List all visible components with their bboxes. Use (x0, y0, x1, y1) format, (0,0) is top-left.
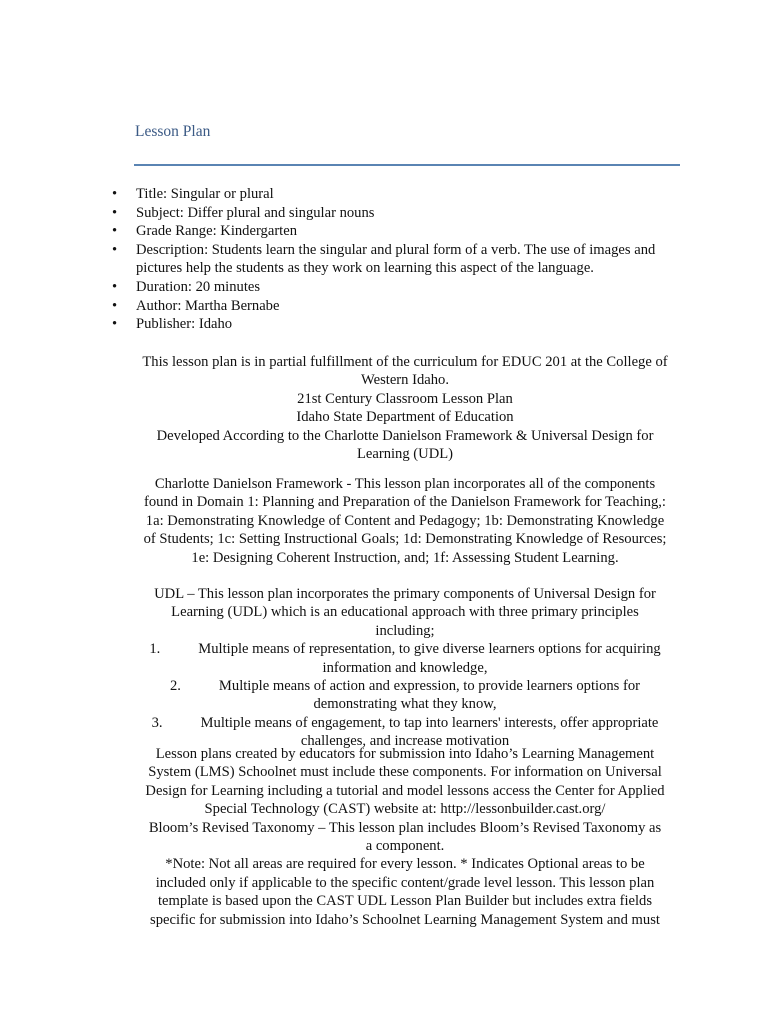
text-line: Idaho State Department of Education (296, 409, 514, 426)
text-line: Bloom’s Revised Taxonomy – This lesson plan includes Bloom’s Revised Taxonomy as (148, 819, 662, 836)
text-line: Grade Range: Kindergarten (136, 223, 298, 240)
list-item (112, 222, 682, 241)
text-line: Lesson plans created by educators for submission into Idaho’s Learning Management (155, 746, 655, 762)
text-line: UDL – This lesson plan incorporates the primary components of Universal Design for (154, 586, 656, 602)
document-heading: Lesson Plan (135, 123, 211, 140)
principle-text: challenges, and increase motivation (300, 733, 510, 750)
list-item (112, 315, 682, 334)
text-line: Publisher: Idaho (136, 316, 233, 333)
text-line: Duration: 20 minutes (136, 278, 261, 295)
text-line: 1e: Designing Coherent Instruction, and; 1f: Assessing Student Learning. (191, 549, 619, 566)
text-line: *Note: Not all areas are required for every lesson. * Indicates Optional areas to be (165, 856, 645, 873)
principle-text: demonstrating what they know, (313, 696, 497, 713)
principle-line (120, 640, 690, 658)
principle-line (120, 714, 690, 732)
principle-line (120, 695, 690, 713)
text-line: Western Idaho. (361, 372, 449, 389)
text-line: System (LMS) Schoolnet must include these components. For information on Universal (148, 764, 662, 781)
text-line: This lesson plan is in partial fulfillment of the curriculum for EDUC 201 at the College of (142, 354, 668, 370)
text-line: Author: Martha Bernabe (136, 297, 280, 314)
principle-text: Multiple means of engagement, to tap into learners' interests, offer appropriate (200, 714, 659, 731)
closing-paragraph (120, 745, 690, 929)
principle-line (120, 677, 690, 695)
text-line: included only if applicable to the specific content/grade level lesson. This lesson plan (155, 874, 655, 891)
lesson-details-list (112, 185, 682, 334)
bullet-icon: • (112, 223, 118, 240)
text-line: Developed According to the Charlotte Danielson Framework & Universal Design for (156, 427, 654, 444)
text-line: Design for Learning including a tutorial and model lessons access the Center for Applied (145, 782, 665, 799)
bullet-icon: • (112, 297, 118, 314)
text-line: Charlotte Danielson Framework - This lesson plan incorporates all of the components (154, 476, 656, 492)
bullet-icon: • (112, 204, 118, 221)
text-line: Learning (UDL) (356, 446, 454, 463)
danielson-paragraph (120, 475, 690, 567)
principle-line (120, 659, 690, 677)
list-item (112, 185, 682, 204)
text-line: of Students; 1c: Setting Instructional Goals; 1d: Demonstrating Knowledge of Resources; (143, 531, 667, 548)
text-line: Learning (UDL) which is an educational approach with three primary principles (171, 604, 639, 621)
list-item (112, 204, 682, 223)
bullet-icon: • (112, 278, 118, 295)
text-line: Title: Singular or plural (136, 186, 274, 202)
text-line: pictures help the students as they work on learning this aspect of the language. (136, 260, 594, 277)
bullet-icon: • (112, 186, 118, 202)
text-line: 1a: Demonstrating Knowledge of Content and Pedagogy; 1b: Demonstrating Knowledge (145, 512, 665, 529)
text-line: 21st Century Classroom Lesson Plan (297, 390, 513, 407)
principle-text: Multiple means of action and expression, to provide learners options for (218, 678, 641, 695)
heading-rule (134, 164, 680, 166)
list-item (112, 297, 682, 316)
list-item (112, 278, 682, 297)
principle-number: 2. (169, 678, 181, 695)
list-item (112, 241, 682, 278)
text-line: found in Domain 1: Planning and Preparation of the Danielson Framework for Teaching,: (144, 494, 666, 511)
principle-text: Multiple means of representation, to give diverse learners options for acquiring (198, 641, 661, 658)
udl-paragraph (120, 585, 690, 751)
text-line: a component. (365, 838, 445, 855)
intro-paragraph (120, 353, 690, 463)
text-line: Special Technology (CAST) website at: http://lessonbuilder.cast.org/ (204, 801, 606, 818)
text-line: specific for submission into Idaho’s Schoolnet Learning Management System and must (150, 911, 660, 928)
text-line: including; (375, 622, 435, 639)
principle-number: 3. (151, 714, 163, 731)
bullet-icon: • (112, 316, 118, 333)
principle-text: information and knowledge, (322, 659, 488, 676)
bullet-icon: • (112, 241, 118, 258)
principle-number: 1. (149, 641, 161, 658)
text-line: Description: Students learn the singular and plural form of a verb. The use of images and (136, 241, 656, 258)
text-line: template is based upon the CAST UDL Lesson Plan Builder but includes extra fields (157, 893, 653, 910)
text-line: Subject: Differ plural and singular nouns (136, 204, 375, 221)
